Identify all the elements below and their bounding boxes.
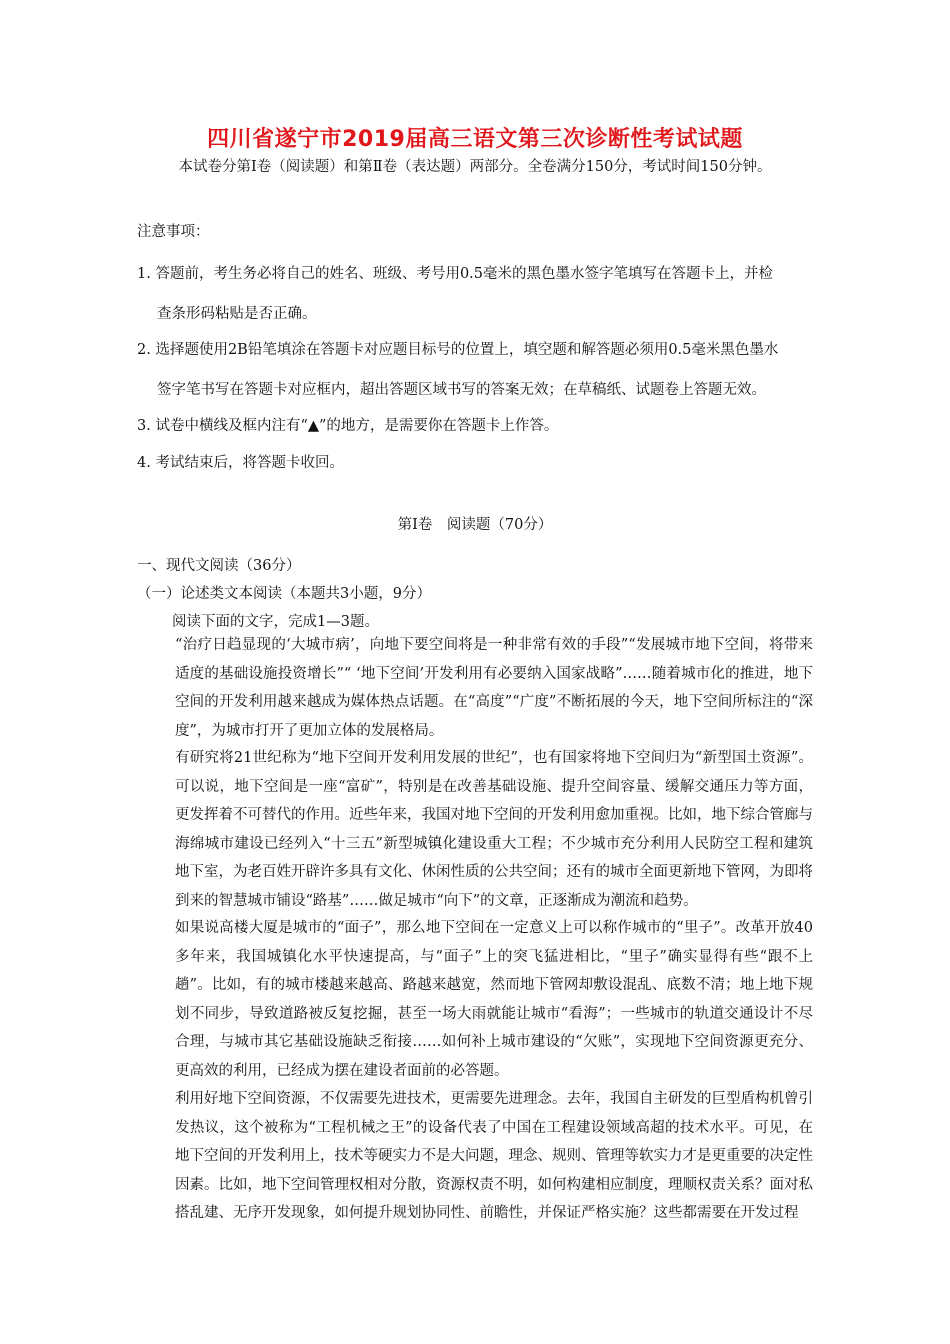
paragraph-2-text: 有研究将21世纪称为“地下空间开发利用发展的世纪”，也有国家将地下空间归为“新型国土资源”。可以说，地下空间是一座“富矿”，特别是在改善基础设施、提升空间容量、缓解交通压力等方面，更发挥着不可替代的作用。近些年来，我国对地下空间的开发利用愈加重视。比如，地下综合管廊与海绵城市建设已经列入“十三五”新型城镇化建设重大工程；不少城市充分利用人民防空工程和建筑地下室，为老百姓开辟许多具有文化、休闲性质的公共空间；还有的城市全面更新地下管网，为即将到来的智慧城市铺设“路基”……做足城市“向下”的文章，正逐渐成为潮流和趋势。 <box>175 750 813 909</box>
note-item-2-cont: 签字笔书写在答题卡对应框内，超出答题区域书写的答案无效；在草稿纸、试题卷上答题无效。 <box>157 382 766 398</box>
note-item-1: 1. 答题前，考生务必将自己的姓名、班级、考号用0.5毫米的黑色墨水签字笔填写在答题卡上，并检 <box>137 266 773 282</box>
note-item-2: 2. 选择题使用2B铅笔填涂在答题卡对应题目标号的位置上，填空题和解答题必须用0.5毫米黑色墨水 <box>137 342 779 358</box>
note-item-3: 3. 试卷中横线及框内注有“▲”的地方，是需要你在答题卡上作答。 <box>137 418 559 434</box>
section-title: 第Ⅰ卷 阅读题（70分） <box>397 517 553 533</box>
paragraph-3 <box>137 914 813 1085</box>
document-subtitle: 本试卷分第Ⅰ卷（阅读题）和第Ⅱ卷（表达题）两部分。全卷满分150分，考试时间150分钟。 <box>178 159 772 175</box>
note-item-1-cont: 查条形码粘贴是否正确。 <box>157 306 317 322</box>
paragraph-4-text: 利用好地下空间资源，不仅需要先进技术，更需要先进理念。去年，我国自主研发的巨型盾构机曾引发热议，这个被称为“工程机械之王”的设备代表了中国在工程建设领域高超的技术水平。可见，在地下空间的开发利用上，技术等硬实力不是大问题，理念、规则、管理等软实力才是更重要的决定性因素。比如，地下空间管理权相对分散，资源权责不明，如何构建相应制度，理顺权责关系？面对私搭乱建、无序开发现象，如何提升规划协同性、前瞻性，并保证严格实施？这些都需要在开发过程 <box>175 1091 813 1221</box>
paragraph-2 <box>137 744 813 915</box>
paragraph-1-text: “治疗日趋显现的‘大城市病’，向地下要空间将是一种非常有效的手段”“发展城市地下空间，将带来适度的基础设施投资增长”“ ‘地下空间’开发利用有必要纳入国家战略”……随着城市化的推进，地下空间的开发利用越来越成为媒体热点话题。在“高度”“广度”不断拓展的今天，地下空间所标注的“深度”，为城市打开了更加立体的发展格局。 <box>175 637 813 739</box>
note-item-4: 4. 考试结束后，将答题卡收回。 <box>137 455 344 471</box>
reading-instruction: 阅读下面的文字，完成1—3题。 <box>172 614 379 630</box>
paragraph-1 <box>137 631 813 745</box>
paragraph-4 <box>137 1085 813 1228</box>
paragraph-3-text: 如果说高楼大厦是城市的“面子”，那么地下空间在一定意义上可以称作城市的“里子”。改革开放40多年来，我国城镇化水平快速提高，与“面子”上的突飞猛进相比，“里子”确实显得有些“跟不上趟”。比如，有的城市楼越来越高、路越来越宽，然而地下管网却敷设混乱、底数不清；地上地下规划不同步，导致道路被反复挖掘，甚至一场大雨就能让城市“看海”；一些城市的轨道交通设计不尽合理，与城市其它基础设施缺乏衔接……如何补上城市建设的“欠账”，实现地下空间资源更充分、更高效的利用，已经成为摆在建设者面前的必答题。 <box>175 920 813 1079</box>
subpart-heading: （一）论述类文本阅读（本题共3小题，9分） <box>137 586 431 602</box>
part-heading: 一、现代文阅读（36分） <box>137 558 301 574</box>
document-title: 四川省遂宁市2019届高三语文第三次诊断性考试试题 <box>207 127 743 152</box>
notes-heading: 注意事项： <box>137 224 210 240</box>
